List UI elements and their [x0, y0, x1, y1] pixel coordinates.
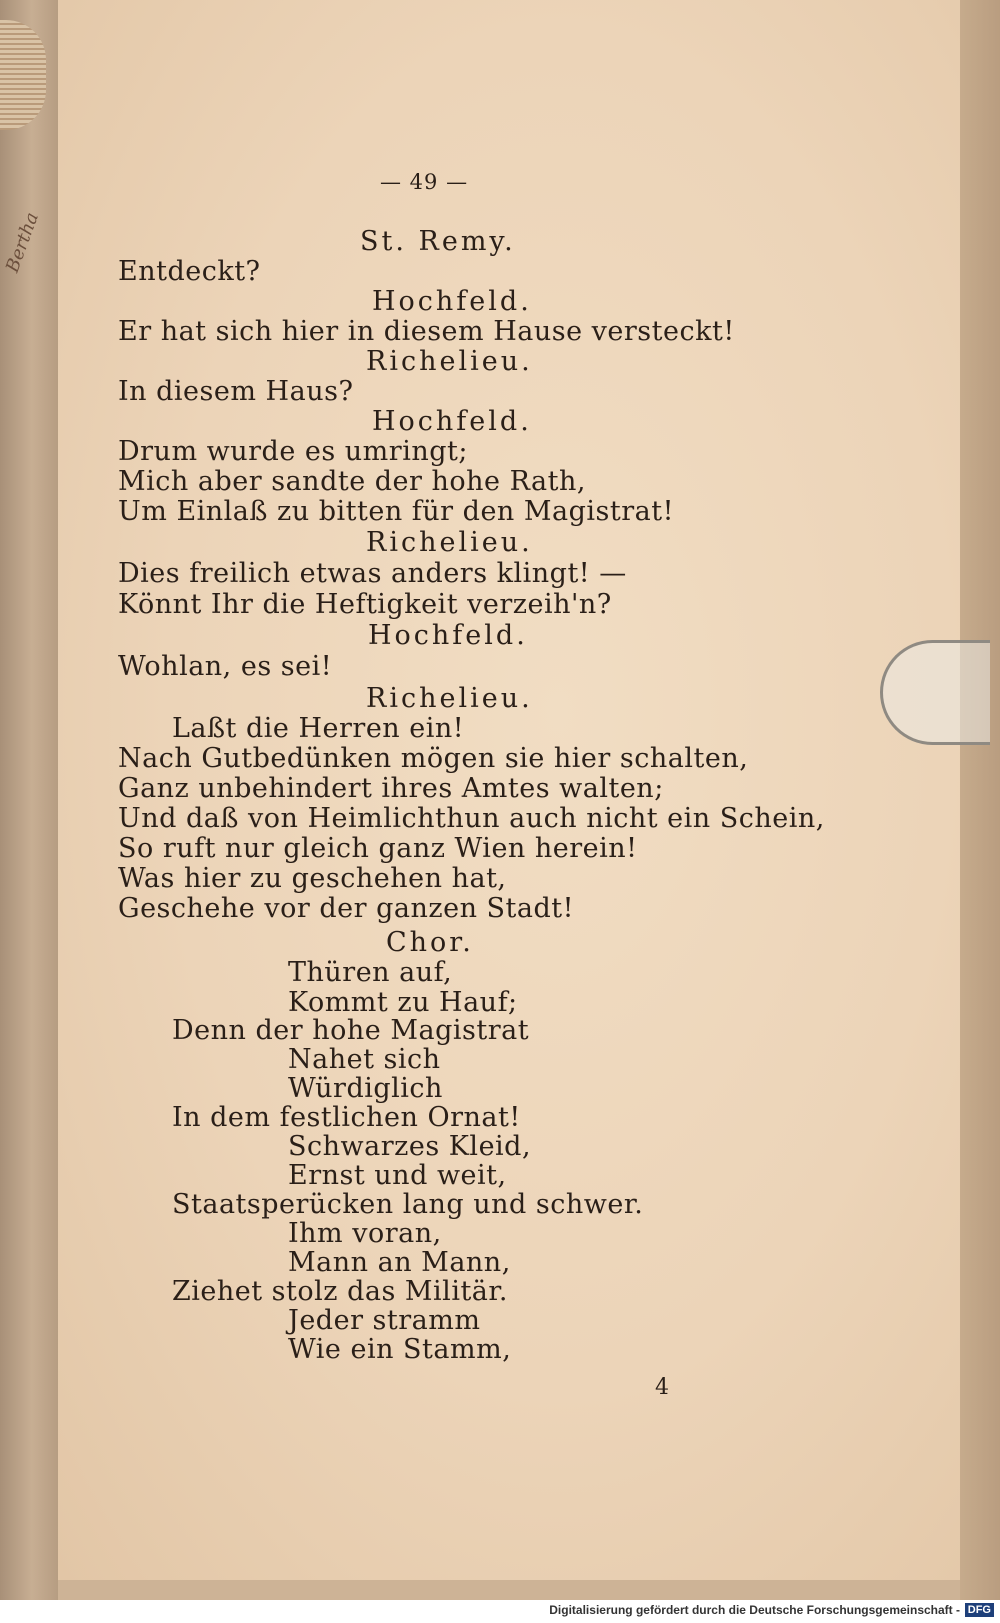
dfg-logo: DFG [965, 1603, 994, 1617]
verse-line: Er hat sich hier in diesem Hause versteckt! [118, 316, 735, 347]
verse-line: Mich aber sandte der hohe Rath, [118, 466, 586, 497]
verse-line: Jeder stramm [288, 1305, 481, 1336]
verse-line: Und daß von Heimlichthun auch nicht ein Schein, [118, 803, 825, 834]
footer-bar [0, 1600, 1000, 1623]
verse-line: Was hier zu geschehen hat, [118, 863, 507, 894]
speaker-hochfeld: Hochfeld. [368, 620, 528, 651]
verse-line: Ganz unbehindert ihres Amtes walten; [118, 773, 664, 804]
verse-line: So ruft nur gleich ganz Wien herein! [118, 833, 638, 864]
verse-line: Mann an Mann, [288, 1247, 511, 1278]
verse-line: Laßt die Herren ein! [172, 713, 465, 744]
verse-line: Geschehe vor der ganzen Stadt! [118, 893, 574, 924]
page-number: — 49 — [380, 170, 469, 194]
funding-credit: Digitalisierung gefördert durch die Deutsche Forschungsgemeinschaft - [549, 1603, 960, 1617]
signature-mark: 4 [655, 1375, 669, 1400]
speaker-hochfeld: Hochfeld. [372, 286, 532, 317]
verse-line: Nach Gutbedünken mögen sie hier schalten, [118, 743, 749, 774]
verse-line: Thüren auf, [288, 957, 453, 988]
verse-line: Um Einlaß zu bitten für den Magistrat! [118, 496, 674, 527]
speaker-st-remy: St. Remy. [360, 226, 516, 257]
verse-line: Ernst und weit, [288, 1160, 507, 1191]
verse-line: Kommt zu Hauf; [288, 987, 518, 1018]
verse-line: Ihm voran, [288, 1218, 442, 1249]
verse-line: Könnt Ihr die Heftigkeit verzeih'n? [118, 589, 612, 620]
spine-label: Bertha [2, 209, 43, 276]
verse-line: In dem festlichen Ornat! [172, 1102, 521, 1133]
speaker-richelieu: Richelieu. [366, 346, 533, 377]
verse-line: Wie ein Stamm, [288, 1334, 512, 1365]
verse-line: Drum wurde es umringt; [118, 436, 468, 467]
speaker-richelieu: Richelieu. [366, 683, 533, 714]
speaker-hochfeld: Hochfeld. [372, 406, 532, 437]
verse-line: Würdiglich [288, 1073, 443, 1104]
verse-line: Schwarzes Kleid, [288, 1131, 532, 1162]
verse-line: Ziehet stolz das Militär. [172, 1276, 508, 1307]
verse-line: Denn der hohe Magistrat [172, 1015, 530, 1046]
verse-line: Nahet sich [288, 1044, 441, 1075]
verse-line: Entdeckt? [118, 256, 261, 287]
verse-line: In diesem Haus? [118, 376, 354, 407]
speaker-chor: Chor. [386, 927, 474, 958]
verse-line: Staatsperücken lang und schwer. [172, 1189, 644, 1220]
verse-line: Wohlan, es sei! [118, 651, 333, 682]
speaker-richelieu: Richelieu. [366, 527, 533, 558]
verse-line: Dies freilich etwas anders klingt! — [118, 558, 627, 589]
